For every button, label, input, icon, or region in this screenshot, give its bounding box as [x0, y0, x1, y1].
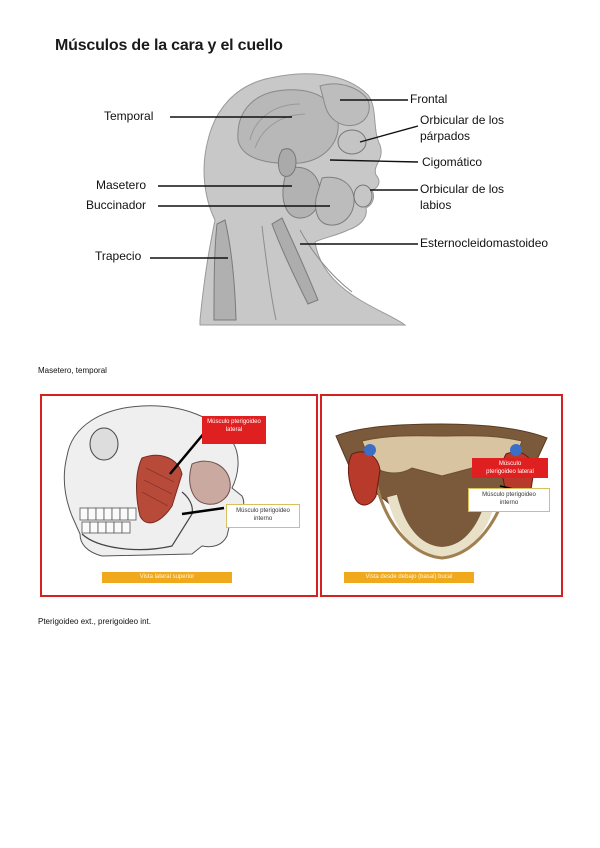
label-buccinador: Buccinador [86, 198, 147, 212]
white-label-medial-pterygoid [226, 504, 300, 528]
label-orbicular-parpados-line2: párpados [420, 129, 471, 143]
label-orbicular-parpados-line1: Orbicular de los [420, 113, 505, 127]
white-label-line1: Músculo pterigoideo [236, 508, 290, 514]
orbicular-lips-muscle [354, 185, 372, 207]
head-neck-illustration [0, 0, 600, 340]
label-orbicular-labios-line1: Orbicular de los [420, 182, 505, 196]
red-label-lateral-pterygoid-basal [472, 458, 548, 478]
ear [278, 149, 296, 177]
figure-title: Músculos de la cara y el cuello [55, 37, 283, 54]
caption-1: Masetero, temporal [38, 366, 107, 375]
red-label-basal-line1: Músculo [498, 461, 522, 467]
label-trapecio: Trapecio [95, 249, 142, 263]
red-label-line2: lateral [225, 427, 243, 433]
label-orbicular-parpados [420, 112, 504, 144]
white-label-basal-line2: interno [499, 500, 519, 506]
white-label-medial-pterygoid-basal [468, 488, 550, 512]
label-cigomatico: Cigomático [422, 155, 483, 169]
red-label-lateral-pterygoid [202, 416, 266, 444]
red-label-basal-line2: pterigoideo lateral [486, 469, 534, 475]
caption-2: Pterigoideo ext., prerigoideo int. [38, 617, 151, 626]
label-esternocleidomastoideo: Esternocleidomastoideo [420, 236, 549, 250]
label-orbicular-labios-line2: labios [420, 198, 452, 212]
label-frontal: Frontal [410, 92, 448, 106]
skull-lateral-illustration [42, 396, 316, 595]
panel-lateral-view [40, 394, 318, 597]
white-label-line2: interno [253, 516, 273, 522]
basal-lateral-pterygoid-left [348, 452, 380, 505]
label-temporal: Temporal [104, 109, 154, 123]
label-orbicular-labios [420, 181, 504, 213]
panel-basal-view [320, 394, 563, 597]
bottom-bar-left: Vista lateral superior [102, 572, 232, 583]
label-masetero: Masetero [96, 178, 147, 192]
white-label-basal-line1: Músculo pterigoideo [482, 492, 536, 498]
red-label-line1: Músculo pterigoideo [207, 419, 261, 425]
bottom-bar-right: Vista desde debajo (basal) bucal [344, 572, 474, 583]
